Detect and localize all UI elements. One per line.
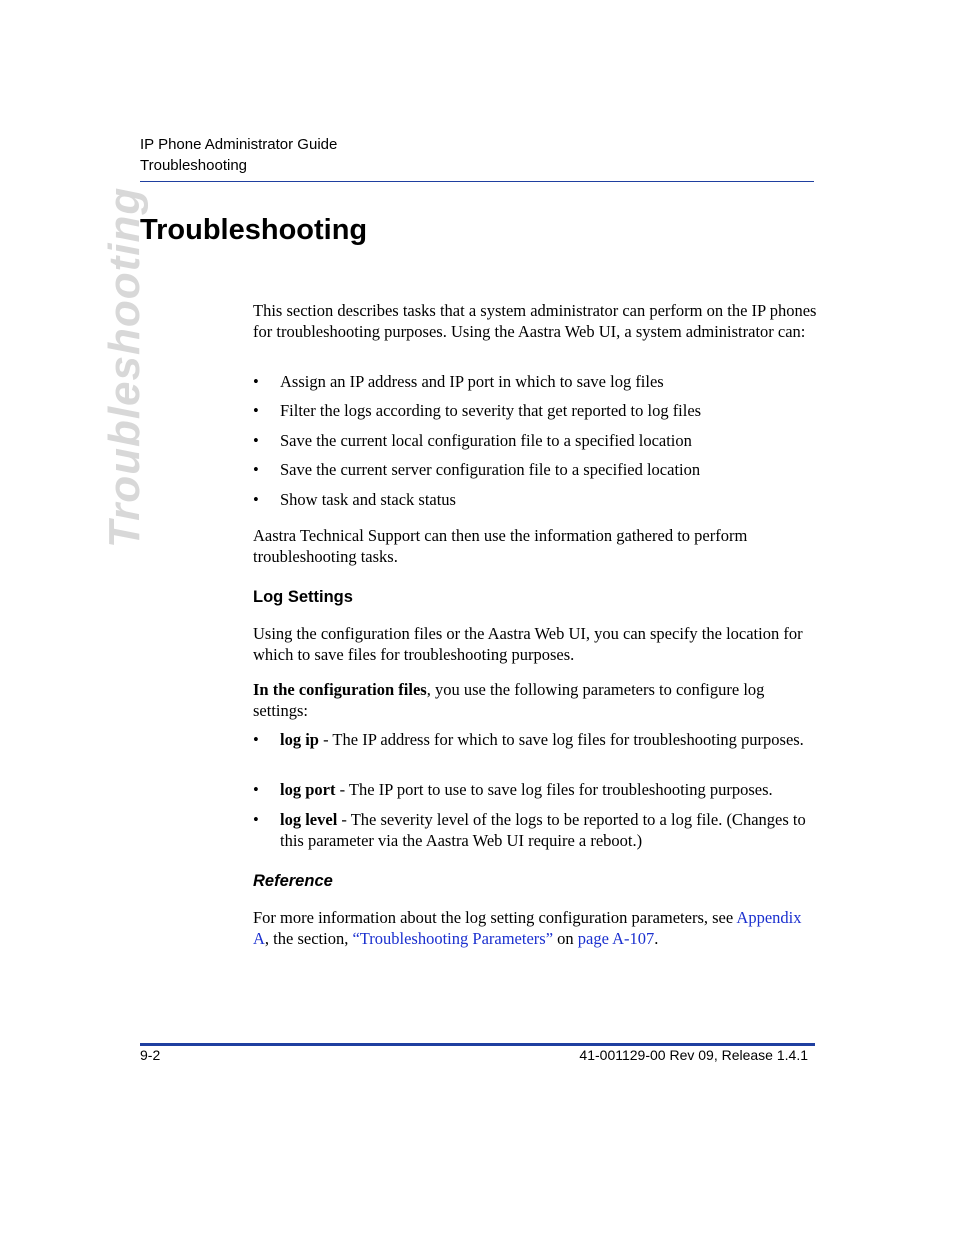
- bullet: •: [253, 431, 259, 450]
- appendix-a-link[interactable]: Appendix A: [253, 908, 802, 948]
- reference-text: .: [654, 928, 659, 948]
- footer-doc-id: 41-001129-00 Rev 09, Release 1.4.1: [579, 1047, 808, 1063]
- list-item: [253, 460, 818, 481]
- list-item-text: Save the current local configuration file to a specified location: [280, 431, 692, 450]
- header-chapter: Troubleshooting: [140, 157, 248, 174]
- param-desc: - The severity level of the logs to be reported to a log file. (Changes to this parameter via the Aastra Web UI require a reboot.): [280, 810, 806, 850]
- list-item: [253, 401, 818, 422]
- list-item: [253, 490, 818, 511]
- reference-text: on: [553, 928, 578, 948]
- log-settings-heading: Log Settings: [253, 588, 353, 606]
- reference-heading: Reference: [253, 872, 333, 890]
- page-title: Troubleshooting: [140, 214, 368, 246]
- reference-text: , the section,: [264, 928, 353, 948]
- list-item: [253, 810, 818, 851]
- list-item-text: Filter the logs according to severity that get reported to log files: [280, 401, 702, 420]
- param-text: [280, 810, 818, 851]
- param-desc: - The IP address for which to save log files for troubleshooting purposes.: [318, 730, 804, 749]
- list-item-text: Assign an IP address and IP port in which to save log files: [280, 372, 664, 391]
- list-item-text: Show task and stack status: [280, 490, 456, 509]
- list-item: [253, 431, 818, 452]
- param-name: log level: [280, 810, 338, 829]
- config-files-lead: In the configuration files: [253, 680, 427, 699]
- header-rule: [140, 181, 814, 182]
- bullet: •: [253, 780, 259, 799]
- intro-paragraph: This section describes tasks that a system administrator can perform on the IP phones for troubleshooting purposes. Using the Aastra Web UI, a system administrator can:: [253, 301, 817, 341]
- bullet: •: [253, 372, 259, 391]
- log-settings-paragraph: Using the configuration files or the Aastra Web UI, you can specify the location for which to save files for troubleshooting purposes.: [253, 624, 803, 664]
- param-text: [280, 730, 818, 751]
- config-files-paragraph: [253, 680, 818, 721]
- reference-text: For more information about the log setting configuration parameters, see: [253, 908, 737, 927]
- list-item-text: Save the current server configuration file to a specified location: [280, 460, 701, 479]
- support-paragraph: Aastra Technical Support can then use the information gathered to perform troubleshooting tasks.: [253, 526, 748, 566]
- param-text: [280, 780, 818, 801]
- param-name: log port: [280, 780, 336, 799]
- bullet: •: [253, 730, 259, 749]
- bullet: •: [253, 460, 259, 479]
- bullet: •: [253, 401, 259, 420]
- side-tab-label: Troubleshooting: [100, 186, 149, 548]
- footer-page-number: 9-2: [140, 1047, 161, 1063]
- list-item: [253, 372, 818, 393]
- header-guide-title: IP Phone Administrator Guide: [140, 136, 338, 153]
- param-name: log ip: [280, 730, 319, 749]
- reference-paragraph: [253, 908, 818, 949]
- bullet: •: [253, 810, 259, 829]
- troubleshooting-parameters-link[interactable]: “Troubleshooting Parameters”: [352, 928, 554, 948]
- bullet: •: [253, 490, 259, 509]
- config-files-text: , you use the following parameters to configure log settings:: [253, 680, 765, 720]
- footer-rule: [140, 1043, 815, 1046]
- param-desc: - The IP port to use to save log files for troubleshooting purposes.: [335, 780, 773, 799]
- page-a107-link[interactable]: page A-107: [577, 928, 655, 948]
- list-item: [253, 780, 818, 801]
- list-item: [253, 730, 818, 751]
